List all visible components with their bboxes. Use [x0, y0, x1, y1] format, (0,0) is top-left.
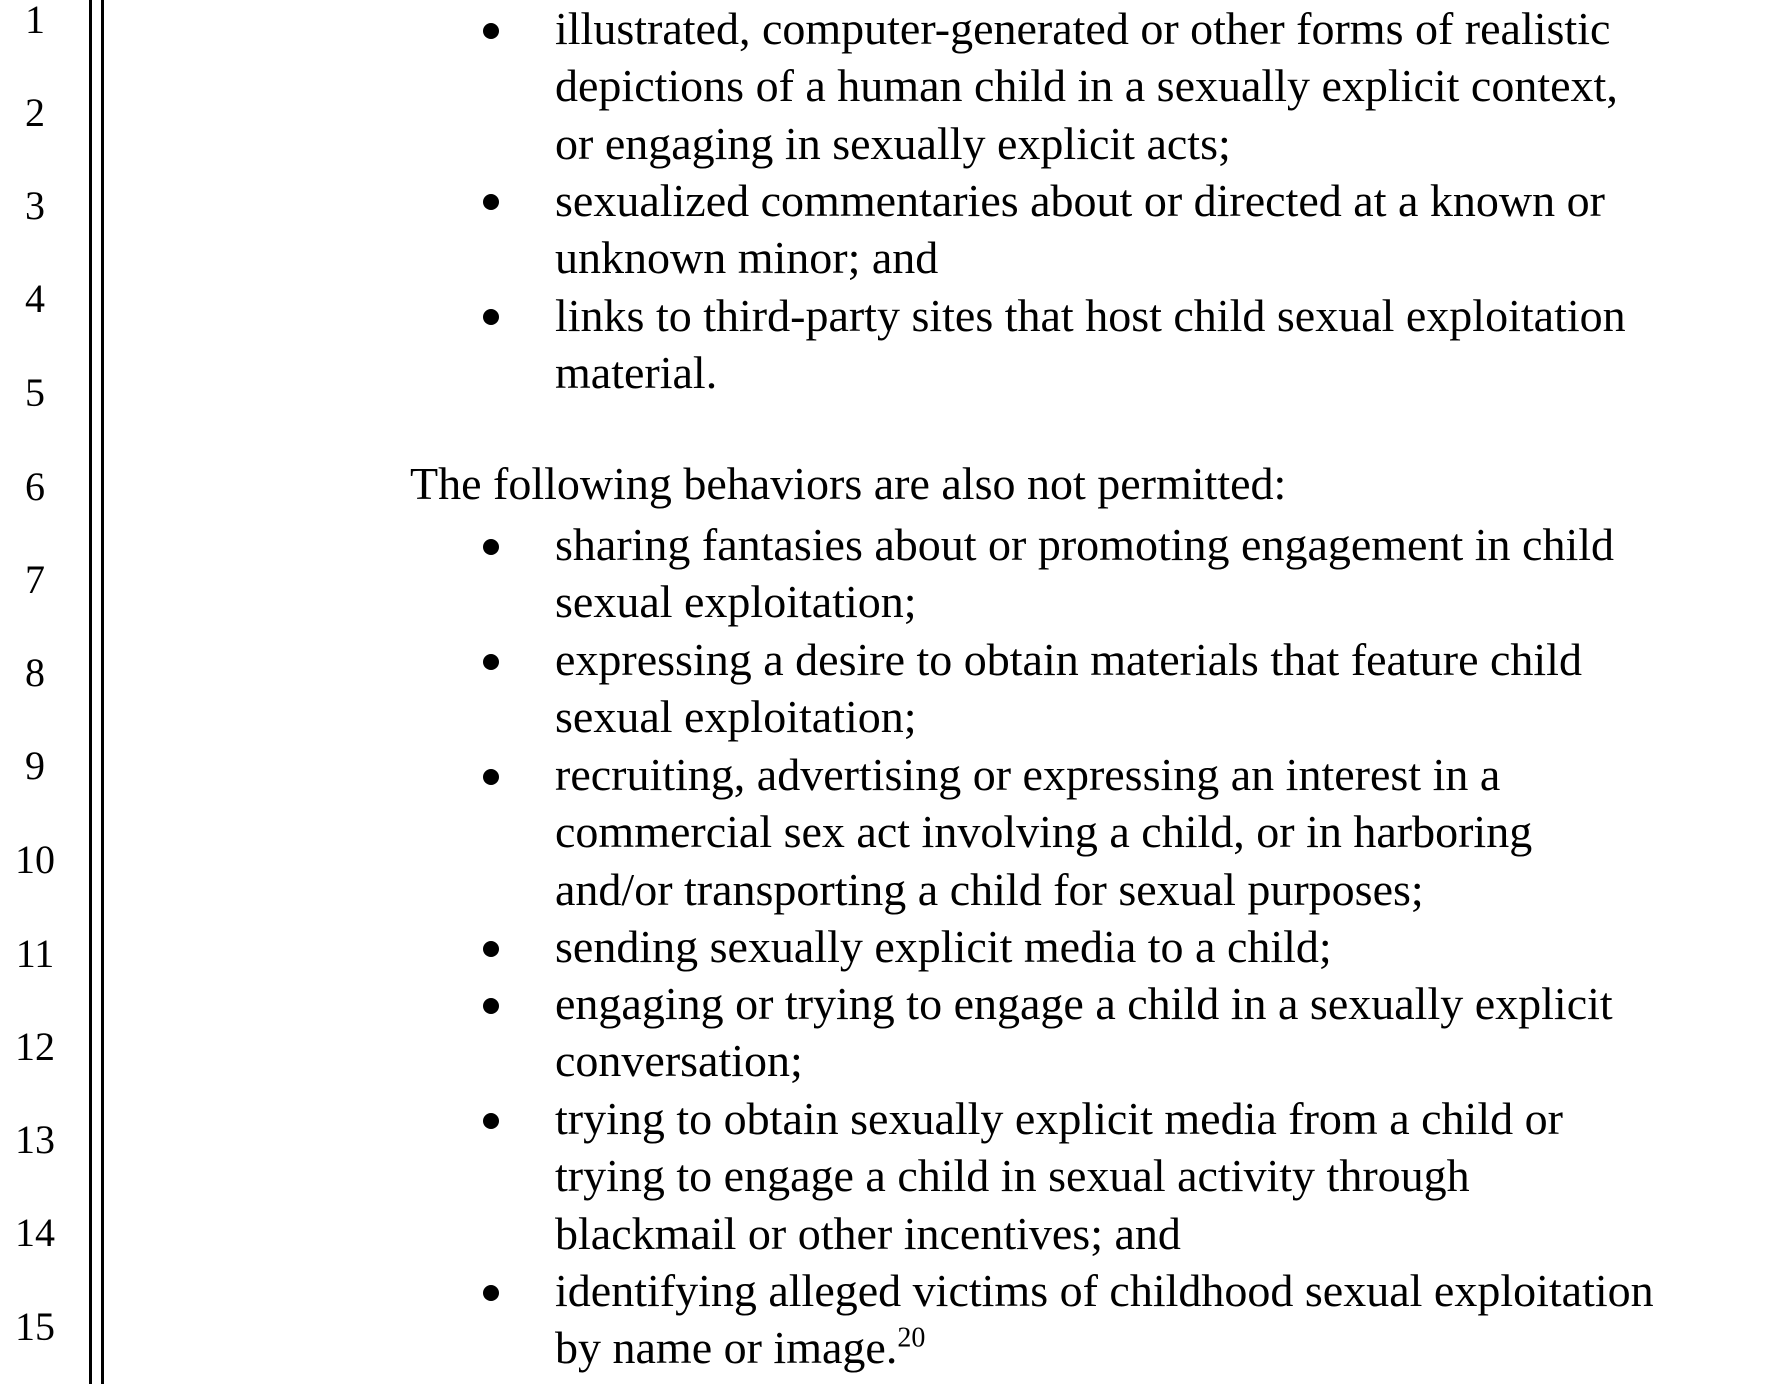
bullet-icon [483, 654, 499, 670]
list-item-text: recruiting, advertising or expressing an interest in a commercial sex act involving a child, or in harboring and/or transporting a child for sexual purposes; [555, 749, 1533, 915]
list-item-text: engaging or trying to engage a child in a sexually explicit conversation; [555, 978, 1613, 1087]
bullet-icon [483, 539, 499, 555]
bullet-icon [483, 1113, 499, 1129]
line-number: 7 [25, 557, 45, 602]
bullet-icon [483, 194, 499, 210]
list-item-text-body: identifying alleged victims of childhood sexual exploitation by name or image. [555, 1265, 1654, 1374]
line-number: 2 [25, 90, 45, 135]
bullet-icon [483, 309, 499, 325]
list-item-text: sharing fantasies about or promoting engagement in child sexual exploitation; [555, 519, 1615, 628]
bullet-icon [483, 941, 499, 957]
bullet-icon [483, 1285, 499, 1301]
line-number: 14 [15, 1210, 55, 1255]
list-item-text: expressing a desire to obtain materials that feature child sexual exploitation; [555, 634, 1582, 743]
line-number: 1 [25, 0, 45, 42]
line-number: 15 [15, 1304, 55, 1349]
list-item-text: illustrated, computer-generated or other forms of realistic depictions of a human child in a sexually explicit context, or engaging in sexually explicit acts; [555, 3, 1618, 169]
list-item-text: trying to obtain sexually explicit media from a child or trying to engage a child in sexual activity through blackmail or other incentives; and [555, 1093, 1563, 1259]
line-number: 8 [25, 650, 45, 695]
line-number: 9 [25, 743, 45, 788]
bullet-icon [483, 769, 499, 785]
list-item-text: sending sexually explicit media to a child; [555, 921, 1332, 972]
bullet-icon [483, 998, 499, 1014]
line-number: 12 [15, 1024, 55, 1069]
line-number: 11 [15, 931, 55, 976]
line-number: 5 [25, 370, 45, 415]
footnote-reference[interactable]: 20 [897, 1322, 926, 1354]
line-number: 10 [15, 837, 55, 882]
line-number: 3 [25, 183, 45, 228]
lead-paragraph: The following behaviors are also not permitted: [410, 458, 1287, 509]
list-item-text [555, 1262, 1785, 1377]
line-number: 6 [25, 464, 45, 509]
line-number: 13 [15, 1117, 55, 1162]
line-number: 4 [25, 276, 45, 321]
list-item-text: links to third-party sites that host child sexual exploitation material. [555, 290, 1626, 399]
bullet-icon [483, 23, 499, 39]
list-item-text: sexualized commentaries about or directed at a known or unknown minor; and [555, 175, 1605, 284]
